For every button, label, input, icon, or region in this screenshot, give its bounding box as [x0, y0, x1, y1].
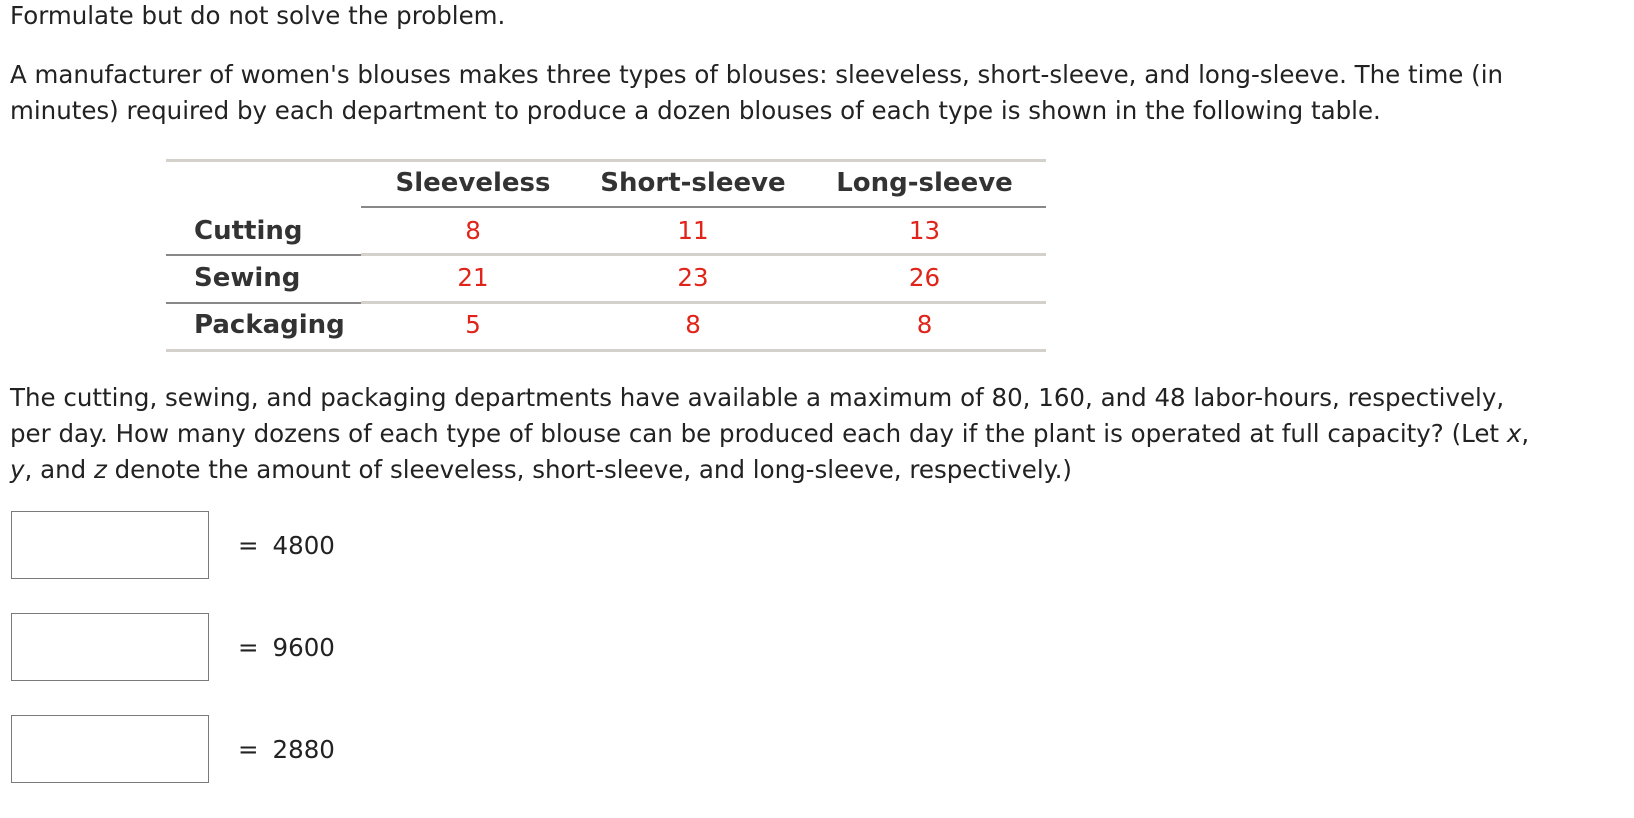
problem-line-2-text: per day. How many dozens of each type of blouse can be produced each day if the plant is operated at full capacity? (Let — [10, 419, 1507, 448]
department-time-table — [166, 159, 1046, 355]
packaging-constraint-rhs — [238, 735, 335, 765]
column-header-sleeveless: Sleeveless — [395, 168, 551, 198]
problem-line-2-end: , — [1521, 419, 1530, 448]
row-divider-2 — [361, 301, 1046, 304]
column-header-long-sleeve: Long-sleeve — [836, 168, 1013, 198]
cutting-long-sleeve-value: 13 — [908, 216, 941, 245]
row-label-packaging: Packaging — [194, 310, 345, 340]
row-divider-2-label — [166, 302, 361, 304]
cutting-short-sleeve-value: 11 — [677, 216, 709, 245]
column-header-short-sleeve: Short-sleeve — [600, 168, 786, 198]
instruction-text: Formulate but do not solve the problem. — [10, 1, 506, 30]
sewing-short-sleeve-value: 23 — [677, 263, 709, 292]
sewing-long-sleeve-value: 26 — [908, 263, 941, 292]
row-divider-1 — [361, 253, 1046, 256]
problem-intro — [10, 57, 1630, 129]
table-bottom-rule — [166, 349, 1046, 352]
equals-sign: = — [238, 531, 259, 560]
variable-z: z — [93, 455, 107, 484]
intro-line-2: minutes) required by each department to produce a dozen blouses of each type is shown in the following table. — [10, 96, 1381, 125]
packaging-constraint-input[interactable] — [11, 715, 209, 783]
sewing-constraint-input[interactable] — [11, 613, 209, 681]
cutting-sleeveless-value: 8 — [465, 216, 481, 245]
intro-line-1: A manufacturer of women's blouses makes three types of blouses: sleeveless, short-sleeve, and long-sleeve. The time (in — [10, 60, 1504, 89]
row-label-cutting: Cutting — [194, 216, 303, 246]
cutting-constraint-rhs — [238, 531, 335, 561]
cutting-constraint-input[interactable] — [11, 511, 209, 579]
header-underline — [361, 206, 1046, 208]
row-divider-1-label — [166, 254, 361, 256]
packaging-sleeveless-value: 5 — [465, 310, 481, 339]
table-top-rule — [166, 159, 1046, 162]
equals-sign: = — [238, 633, 259, 662]
variable-y: y — [10, 455, 25, 484]
sewing-rhs-value: 9600 — [272, 633, 335, 662]
cutting-rhs-value: 4800 — [272, 531, 335, 560]
packaging-rhs-value: 2880 — [272, 735, 335, 764]
equals-sign: = — [238, 735, 259, 764]
problem-statement — [10, 380, 1630, 488]
problem-line-3-text: denote the amount of sleeveless, short-sleeve, and long-sleeve, respectively.) — [106, 455, 1072, 484]
problem-line-3 — [10, 452, 1630, 488]
problem-line-2 — [10, 416, 1630, 452]
packaging-long-sleeve-value: 8 — [916, 310, 933, 339]
variable-x: x — [1506, 419, 1522, 448]
sewing-sleeveless-value: 21 — [457, 263, 489, 292]
problem-line-3-and: , and — [24, 455, 94, 484]
problem-line-1: The cutting, sewing, and packaging departments have available a maximum of 80, 160, and 48 labor-hours, respectively, — [10, 383, 1505, 412]
sewing-constraint-rhs — [238, 633, 335, 663]
packaging-short-sleeve-value: 8 — [685, 310, 701, 339]
row-label-sewing: Sewing — [194, 263, 301, 293]
